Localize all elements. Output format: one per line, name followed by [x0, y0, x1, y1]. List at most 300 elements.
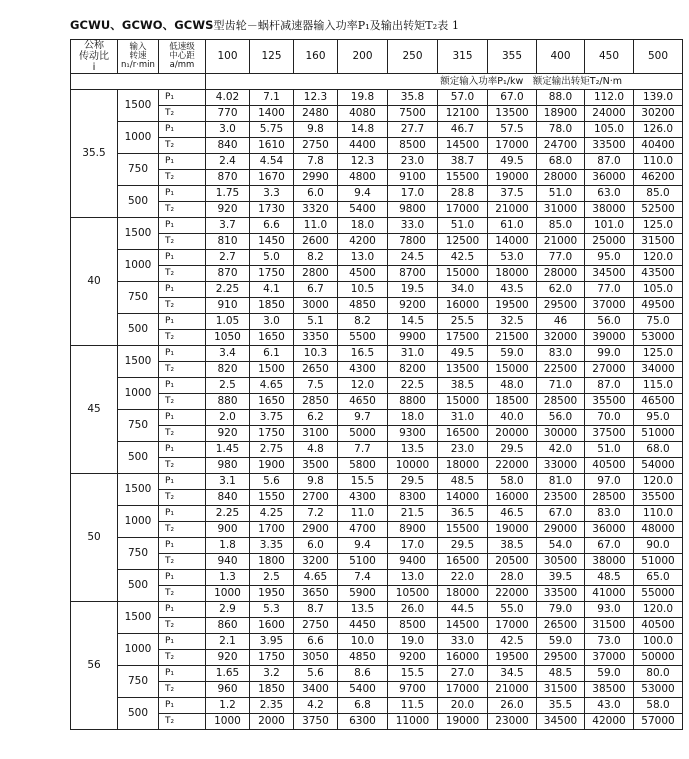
value-cell: 15500 — [438, 522, 488, 538]
table-row — [71, 330, 683, 346]
value-cell: 78.0 — [537, 122, 585, 138]
value-cell: 18000 — [438, 458, 488, 474]
value-cell: 5.6 — [250, 474, 294, 490]
header-ratio: 公称 传动比 i — [71, 40, 118, 74]
table-row — [71, 410, 683, 426]
param-label: T₂ — [159, 714, 206, 730]
value-cell: 3.75 — [250, 410, 294, 426]
value-cell: 120.0 — [634, 250, 683, 266]
value-cell: 10.3 — [294, 346, 338, 362]
value-cell: 27.0 — [438, 666, 488, 682]
value-cell: 840 — [206, 138, 250, 154]
value-cell: 920 — [206, 202, 250, 218]
table-row — [71, 554, 683, 570]
table-row — [71, 346, 683, 362]
value-cell: 20.0 — [438, 698, 488, 714]
value-cell: 17000 — [488, 618, 537, 634]
value-cell: 1730 — [250, 202, 294, 218]
value-cell: 8900 — [388, 522, 438, 538]
value-cell: 48.5 — [438, 474, 488, 490]
value-cell: 4300 — [338, 362, 388, 378]
value-cell: 22.0 — [438, 570, 488, 586]
value-cell: 9200 — [388, 650, 438, 666]
header-row — [71, 40, 683, 74]
value-cell: 28000 — [537, 266, 585, 282]
table-row — [71, 314, 683, 330]
value-cell: 9200 — [388, 298, 438, 314]
value-cell: 2.25 — [206, 282, 250, 298]
value-cell: 6.0 — [294, 538, 338, 554]
value-cell: 33000 — [537, 458, 585, 474]
value-cell: 10500 — [388, 586, 438, 602]
value-cell: 2.5 — [250, 570, 294, 586]
header-speed: 输入 转速 n₁/r·min — [118, 40, 159, 74]
value-cell: 46.5 — [488, 506, 537, 522]
speed-cell: 1500 — [118, 602, 159, 634]
value-cell: 75.0 — [634, 314, 683, 330]
value-cell: 2750 — [294, 138, 338, 154]
value-cell: 29500 — [537, 650, 585, 666]
title-text: 型齿轮－蜗杆减速器输入功率P₁及输出转矩T₂表 1 — [213, 19, 460, 32]
value-cell: 125.0 — [634, 346, 683, 362]
param-label: P₁ — [159, 122, 206, 138]
table-title — [70, 17, 459, 33]
value-cell: 12.3 — [294, 90, 338, 106]
table-row — [71, 298, 683, 314]
param-label: T₂ — [159, 298, 206, 314]
param-label: T₂ — [159, 650, 206, 666]
table-row — [71, 234, 683, 250]
value-cell: 18000 — [438, 586, 488, 602]
value-cell: 4500 — [338, 266, 388, 282]
value-cell: 11000 — [388, 714, 438, 730]
speed-cell: 750 — [118, 538, 159, 570]
speed-cell: 1500 — [118, 90, 159, 122]
param-label: T₂ — [159, 330, 206, 346]
value-cell: 27.7 — [388, 122, 438, 138]
value-cell: 50000 — [634, 650, 683, 666]
value-cell: 4080 — [338, 106, 388, 122]
value-cell: 24700 — [537, 138, 585, 154]
value-cell: 30000 — [537, 426, 585, 442]
value-cell: 4300 — [338, 490, 388, 506]
speed-cell: 750 — [118, 154, 159, 186]
param-label: T₂ — [159, 394, 206, 410]
value-cell: 30500 — [537, 554, 585, 570]
value-cell: 9700 — [388, 682, 438, 698]
value-cell: 10.0 — [338, 634, 388, 650]
value-cell: 910 — [206, 298, 250, 314]
param-label: T₂ — [159, 266, 206, 282]
value-cell: 13.0 — [388, 570, 438, 586]
value-cell: 11.5 — [388, 698, 438, 714]
value-cell: 2480 — [294, 106, 338, 122]
value-cell: 5800 — [338, 458, 388, 474]
unit-row-blank — [71, 74, 206, 90]
value-cell: 3320 — [294, 202, 338, 218]
value-cell: 48.5 — [585, 570, 634, 586]
value-cell: 8700 — [388, 266, 438, 282]
value-cell: 2650 — [294, 362, 338, 378]
param-label: T₂ — [159, 202, 206, 218]
value-cell: 21.5 — [388, 506, 438, 522]
param-label: T₂ — [159, 586, 206, 602]
value-cell: 13500 — [438, 362, 488, 378]
value-cell: 25.5 — [438, 314, 488, 330]
value-cell: 17000 — [438, 682, 488, 698]
value-cell: 18.0 — [338, 218, 388, 234]
value-cell: 28000 — [537, 170, 585, 186]
value-cell: 10.5 — [338, 282, 388, 298]
value-cell: 1.05 — [206, 314, 250, 330]
value-cell: 35500 — [585, 394, 634, 410]
value-cell: 5.3 — [250, 602, 294, 618]
table-row — [71, 218, 683, 234]
param-label: T₂ — [159, 426, 206, 442]
value-cell: 810 — [206, 234, 250, 250]
value-cell: 2900 — [294, 522, 338, 538]
value-cell: 139.0 — [634, 90, 683, 106]
table-row — [71, 698, 683, 714]
value-cell: 3.95 — [250, 634, 294, 650]
value-cell: 38000 — [585, 202, 634, 218]
value-cell: 820 — [206, 362, 250, 378]
value-cell: 17000 — [488, 138, 537, 154]
table-row — [71, 570, 683, 586]
value-cell: 56.0 — [585, 314, 634, 330]
value-cell: 9.8 — [294, 122, 338, 138]
value-cell: 14.5 — [388, 314, 438, 330]
param-label: T₂ — [159, 170, 206, 186]
value-cell: 24.5 — [388, 250, 438, 266]
value-cell: 28500 — [537, 394, 585, 410]
value-cell: 33.0 — [388, 218, 438, 234]
speed-cell: 1000 — [118, 122, 159, 154]
value-cell: 980 — [206, 458, 250, 474]
value-cell: 6.8 — [338, 698, 388, 714]
speed-cell: 500 — [118, 314, 159, 346]
table-row — [71, 442, 683, 458]
value-cell: 8500 — [388, 138, 438, 154]
value-cell: 1800 — [250, 554, 294, 570]
param-label: P₁ — [159, 410, 206, 426]
param-label: P₁ — [159, 218, 206, 234]
value-cell: 70.0 — [585, 410, 634, 426]
value-cell: 48.5 — [537, 666, 585, 682]
value-cell: 7.7 — [338, 442, 388, 458]
value-cell: 19.5 — [388, 282, 438, 298]
table-row — [71, 122, 683, 138]
value-cell: 9.7 — [338, 410, 388, 426]
value-cell: 14.8 — [338, 122, 388, 138]
ratio-cell: 40 — [71, 218, 118, 346]
value-cell: 19500 — [488, 298, 537, 314]
value-cell: 3650 — [294, 586, 338, 602]
value-cell: 1900 — [250, 458, 294, 474]
header-distance: 500 — [634, 40, 683, 74]
value-cell: 81.0 — [537, 474, 585, 490]
value-cell: 46500 — [634, 394, 683, 410]
param-label: P₁ — [159, 666, 206, 682]
value-cell: 2.5 — [206, 378, 250, 394]
value-cell: 8800 — [388, 394, 438, 410]
value-cell: 61.0 — [488, 218, 537, 234]
param-label: P₁ — [159, 506, 206, 522]
value-cell: 16500 — [438, 554, 488, 570]
value-cell: 62.0 — [537, 282, 585, 298]
value-cell: 5400 — [338, 202, 388, 218]
value-cell: 33500 — [585, 138, 634, 154]
value-cell: 3.0 — [206, 122, 250, 138]
value-cell: 22000 — [488, 586, 537, 602]
value-cell: 29.5 — [388, 474, 438, 490]
value-cell: 7.8 — [294, 154, 338, 170]
value-cell: 1.45 — [206, 442, 250, 458]
value-cell: 37.5 — [488, 186, 537, 202]
value-cell: 3400 — [294, 682, 338, 698]
value-cell: 15000 — [488, 362, 537, 378]
table-row — [71, 138, 683, 154]
value-cell: 59.0 — [488, 346, 537, 362]
value-cell: 49.5 — [438, 346, 488, 362]
value-cell: 2700 — [294, 490, 338, 506]
value-cell: 22.5 — [388, 378, 438, 394]
title-models: GCWU、GCWO、GCWS — [70, 18, 214, 32]
header-distance: 125 — [250, 40, 294, 74]
value-cell: 12100 — [438, 106, 488, 122]
table-row — [71, 186, 683, 202]
param-label: T₂ — [159, 682, 206, 698]
value-cell: 11.0 — [338, 506, 388, 522]
param-label: P₁ — [159, 570, 206, 586]
value-cell: 7800 — [388, 234, 438, 250]
value-cell: 85.0 — [634, 186, 683, 202]
param-label: T₂ — [159, 522, 206, 538]
value-cell: 7.2 — [294, 506, 338, 522]
value-cell: 55000 — [634, 586, 683, 602]
value-cell: 1.65 — [206, 666, 250, 682]
value-cell: 26500 — [537, 618, 585, 634]
value-cell: 7.5 — [294, 378, 338, 394]
value-cell: 35.8 — [388, 90, 438, 106]
value-cell: 31.0 — [438, 410, 488, 426]
value-cell: 40400 — [634, 138, 683, 154]
value-cell: 85.0 — [537, 218, 585, 234]
value-cell: 4200 — [338, 234, 388, 250]
param-label: T₂ — [159, 234, 206, 250]
value-cell: 17.0 — [388, 538, 438, 554]
header-distance: 100 — [206, 40, 250, 74]
value-cell: 7.4 — [338, 570, 388, 586]
value-cell: 4.02 — [206, 90, 250, 106]
value-cell: 3000 — [294, 298, 338, 314]
value-cell: 77.0 — [585, 282, 634, 298]
value-cell: 860 — [206, 618, 250, 634]
value-cell: 24000 — [585, 106, 634, 122]
value-cell: 27000 — [585, 362, 634, 378]
value-cell: 9400 — [388, 554, 438, 570]
value-cell: 58.0 — [634, 698, 683, 714]
value-cell: 115.0 — [634, 378, 683, 394]
value-cell: 19000 — [438, 714, 488, 730]
value-cell: 19500 — [488, 650, 537, 666]
header-distance: 355 — [488, 40, 537, 74]
value-cell: 2750 — [294, 618, 338, 634]
value-cell: 125.0 — [634, 218, 683, 234]
value-cell: 8500 — [388, 618, 438, 634]
value-cell: 8200 — [388, 362, 438, 378]
value-cell: 920 — [206, 650, 250, 666]
param-label: P₁ — [159, 154, 206, 170]
value-cell: 12.0 — [338, 378, 388, 394]
value-cell: 42.5 — [488, 634, 537, 650]
value-cell: 6.6 — [294, 634, 338, 650]
unit-row — [71, 74, 683, 90]
table-row — [71, 170, 683, 186]
value-cell: 4.65 — [250, 378, 294, 394]
table-row — [71, 266, 683, 282]
value-cell: 920 — [206, 426, 250, 442]
value-cell: 17500 — [438, 330, 488, 346]
value-cell: 34500 — [537, 714, 585, 730]
value-cell: 2.4 — [206, 154, 250, 170]
header-distance: 160 — [294, 40, 338, 74]
value-cell: 43.0 — [585, 698, 634, 714]
value-cell: 35.5 — [537, 698, 585, 714]
value-cell: 29.5 — [438, 538, 488, 554]
value-cell: 9.4 — [338, 538, 388, 554]
value-cell: 5900 — [338, 586, 388, 602]
speed-cell: 1000 — [118, 506, 159, 538]
table-row — [71, 378, 683, 394]
value-cell: 870 — [206, 170, 250, 186]
value-cell: 4650 — [338, 394, 388, 410]
value-cell: 83.0 — [585, 506, 634, 522]
speed-cell: 1000 — [118, 634, 159, 666]
value-cell: 25000 — [585, 234, 634, 250]
value-cell: 32000 — [537, 330, 585, 346]
table-row — [71, 154, 683, 170]
unit-label: 额定输入功率P₁/kw 额定输出转矩T₂/N·m — [206, 74, 683, 90]
value-cell: 5.6 — [294, 666, 338, 682]
speed-cell: 1500 — [118, 346, 159, 378]
value-cell: 8300 — [388, 490, 438, 506]
value-cell: 2850 — [294, 394, 338, 410]
value-cell: 101.0 — [585, 218, 634, 234]
value-cell: 16.5 — [338, 346, 388, 362]
value-cell: 1750 — [250, 426, 294, 442]
value-cell: 4.65 — [294, 570, 338, 586]
value-cell: 3.4 — [206, 346, 250, 362]
value-cell: 87.0 — [585, 378, 634, 394]
table-row — [71, 650, 683, 666]
value-cell: 23500 — [537, 490, 585, 506]
value-cell: 53000 — [634, 682, 683, 698]
value-cell: 9300 — [388, 426, 438, 442]
value-cell: 56.0 — [537, 410, 585, 426]
value-cell: 48000 — [634, 522, 683, 538]
value-cell: 36.5 — [438, 506, 488, 522]
value-cell: 51.0 — [537, 186, 585, 202]
value-cell: 3500 — [294, 458, 338, 474]
value-cell: 7500 — [388, 106, 438, 122]
value-cell: 29.5 — [488, 442, 537, 458]
value-cell: 3.2 — [250, 666, 294, 682]
value-cell: 31500 — [585, 618, 634, 634]
value-cell: 1750 — [250, 266, 294, 282]
value-cell: 18900 — [537, 106, 585, 122]
speed-cell: 750 — [118, 410, 159, 442]
value-cell: 1650 — [250, 394, 294, 410]
value-cell: 9900 — [388, 330, 438, 346]
value-cell: 21000 — [488, 682, 537, 698]
table-row — [71, 202, 683, 218]
param-label: T₂ — [159, 362, 206, 378]
value-cell: 14500 — [438, 618, 488, 634]
value-cell: 46 — [537, 314, 585, 330]
param-label: T₂ — [159, 554, 206, 570]
value-cell: 37000 — [585, 298, 634, 314]
table-row — [71, 250, 683, 266]
value-cell: 10000 — [388, 458, 438, 474]
value-cell: 126.0 — [634, 122, 683, 138]
value-cell: 6.7 — [294, 282, 338, 298]
value-cell: 41000 — [585, 586, 634, 602]
value-cell: 1550 — [250, 490, 294, 506]
value-cell: 87.0 — [585, 154, 634, 170]
ratio-cell: 35.5 — [71, 90, 118, 218]
value-cell: 99.0 — [585, 346, 634, 362]
value-cell: 40500 — [634, 618, 683, 634]
value-cell: 55.0 — [488, 602, 537, 618]
table-row — [71, 586, 683, 602]
param-label: P₁ — [159, 250, 206, 266]
value-cell: 3100 — [294, 426, 338, 442]
param-label: P₁ — [159, 538, 206, 554]
value-cell: 68.0 — [537, 154, 585, 170]
value-cell: 1450 — [250, 234, 294, 250]
value-cell: 9.4 — [338, 186, 388, 202]
value-cell: 2600 — [294, 234, 338, 250]
value-cell: 900 — [206, 522, 250, 538]
value-cell: 33.0 — [438, 634, 488, 650]
value-cell: 59.0 — [585, 666, 634, 682]
value-cell: 19.0 — [388, 634, 438, 650]
value-cell: 20500 — [488, 554, 537, 570]
value-cell: 79.0 — [537, 602, 585, 618]
value-cell: 3200 — [294, 554, 338, 570]
value-cell: 17000 — [438, 202, 488, 218]
param-label: P₁ — [159, 90, 206, 106]
value-cell: 77.0 — [537, 250, 585, 266]
param-label: T₂ — [159, 618, 206, 634]
value-cell: 67.0 — [488, 90, 537, 106]
value-cell: 58.0 — [488, 474, 537, 490]
param-label: P₁ — [159, 442, 206, 458]
value-cell: 26.0 — [388, 602, 438, 618]
param-label: P₁ — [159, 282, 206, 298]
value-cell: 2.75 — [250, 442, 294, 458]
value-cell: 112.0 — [585, 90, 634, 106]
value-cell: 5100 — [338, 554, 388, 570]
table-row — [71, 282, 683, 298]
value-cell: 1610 — [250, 138, 294, 154]
ratio-cell: 45 — [71, 346, 118, 474]
value-cell: 34500 — [585, 266, 634, 282]
value-cell: 15500 — [438, 170, 488, 186]
value-cell: 21500 — [488, 330, 537, 346]
value-cell: 16000 — [488, 490, 537, 506]
